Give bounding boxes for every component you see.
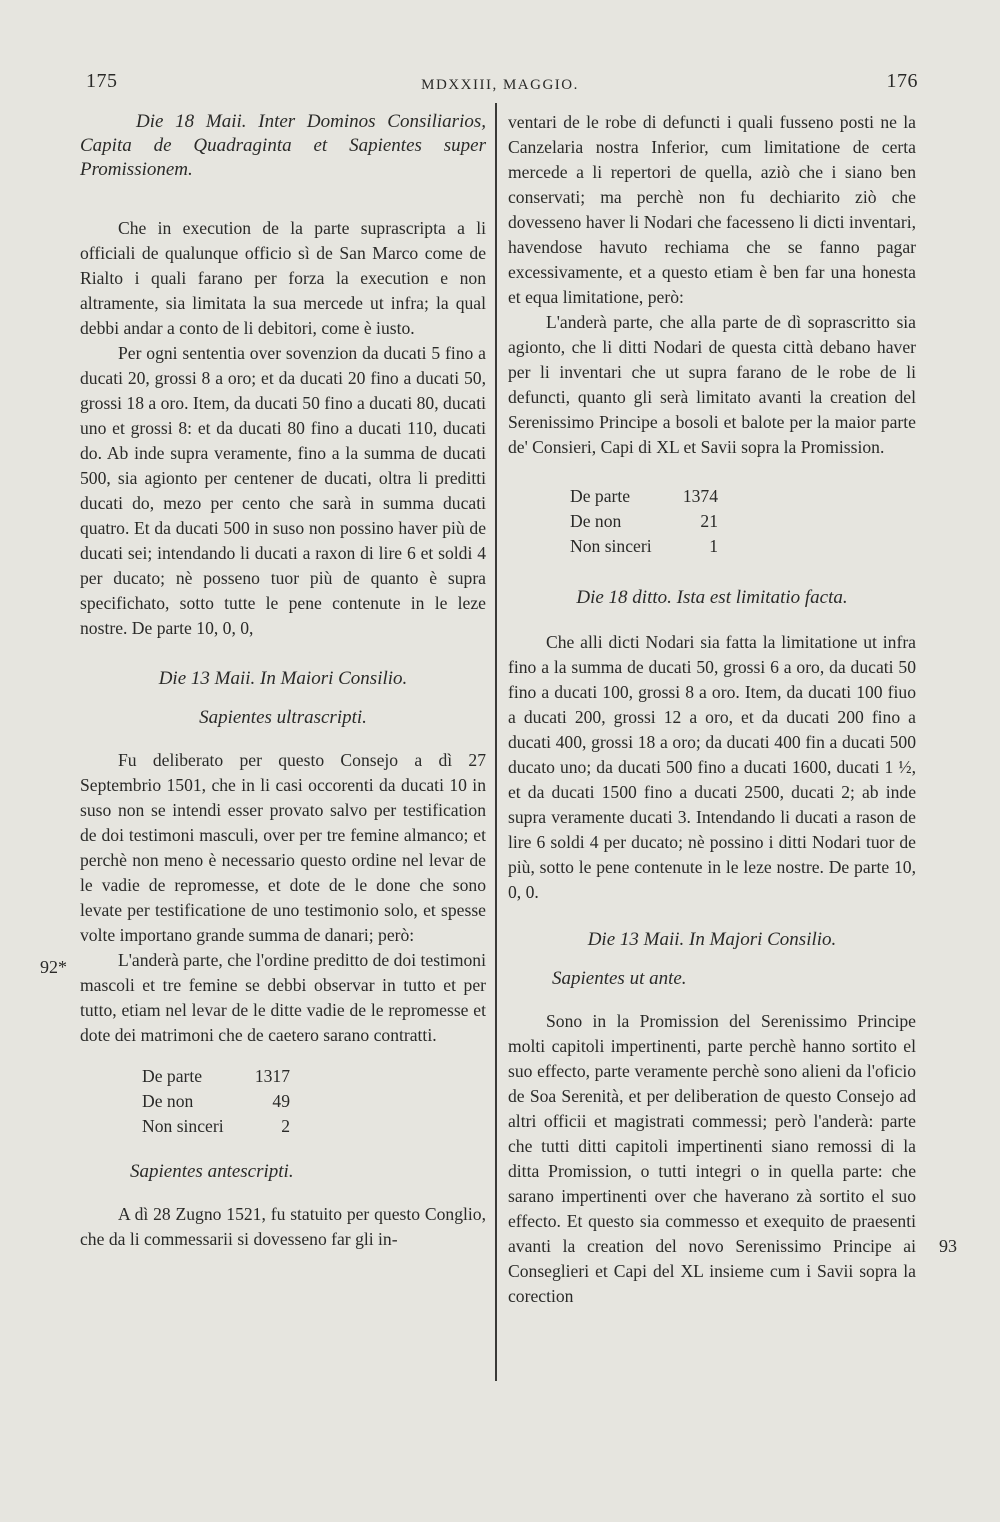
paragraph: L'anderà parte, che l'ordine preditto de doi testimoni mascoli et tre femine se debbi observar in tutto et per tutto, etiam nel levar de le ditte vadie de le repromesse et dote dei matrimoni che de caetero sarano contratti. xyxy=(80,950,486,1045)
vote-row xyxy=(570,534,916,559)
paragraph: L'anderà parte, che alla parte de dì soprascritto sia agionto, che li ditti Nodari de questa città debano haver per li inventari che ut supra farano de le robe de li defuncti, quanto gli serà limitato avanti la creation del Serenissimo Principe a bosoli et balote per la maior parte de' Consieri, Capi di XL et Savii sopra la Promission. xyxy=(508,312,916,457)
vote-label: De parte xyxy=(142,1066,203,1086)
vote-row xyxy=(142,1064,486,1089)
section-subheading: Sapientes ultrascripti. xyxy=(199,707,367,728)
paragraph: Fu deliberato per questo Consejo a dì 27 Septembrio 1501, che in li casi occorenti da ducati 10 in suso non se intendi esser provato salvo per testification de doi testimoni masculi, over per tre femine almanco; et perchè non meno è necessario questo ordine nel levar de le vadie de repromesse, et dote de le done che sono levate per testificatione de uno testimonio solo, et spesse volte importano grande summa de danari; però: xyxy=(80,750,486,945)
section-heading: Die 13 Maii. In Majori Consilio. xyxy=(587,929,837,950)
column-divider xyxy=(495,103,497,1381)
paragraph: Per ogni sententia over sovenzion da ducati 5 fino a ducati 20, grossi 8 a oro; et da ducati 20 fino a ducati 50, grossi 18 a oro. Item, da ducati 50 fino a ducati 80, ducati uno et grossi 8: et da ducati 80 fino a ducati 110, ducati do. Ab inde supra veramente, fino a la summa de ducati 500, sia agionto per centener de ducati, oltra li preditti ducati do, mezo per cento che sarà in summa ducati quatro. Et da ducati 500 in suso non possino haver più de ducati sei; intendando li ducati a raxon di lire 6 et soldi 4 per ducato; nè posseno tuor più de quanto è supra specifichato, sotto tutte le pene contenute in le leze nostre. De parte 10, 0, 0, xyxy=(80,343,487,638)
section-subheading: Sapientes antescripti. xyxy=(130,1161,294,1182)
vote-row xyxy=(570,509,916,534)
margin-number-left: 92* xyxy=(40,957,67,977)
vote-value: 21 xyxy=(700,511,718,531)
vote-tally xyxy=(570,484,916,559)
paragraph: Sono in la Promission del Serenissimo Principe molti capitoli impertinenti, parte perchè hanno sortito el suo effecto, parte veramente perchè sono alieni da l'oficio de Soa Serenità, et per deliberation de questo Consejo ad altri officii et magistrati commessi; però l'anderà: parte che tutti ditti capitoli impertinenti siano remossi di la ditta Promission, o tutti integri o in quella parte: che sarano impertinenti over che haverano zà sortito el suo effecto. Et questo sia commesso et exequito de praesenti avanti la creation del novo Serenissimo Principe ai Conseglieri et Capi del XL insieme cum i Savii sopra la corection xyxy=(508,1011,916,1306)
section-subheading: Sapientes ut ante. xyxy=(552,968,687,989)
vote-value: 49 xyxy=(272,1091,290,1111)
running-header: MDXXIII, MAGGIO. xyxy=(421,77,579,93)
margin-number-right: 93 xyxy=(939,1236,957,1256)
section-heading: Die 13 Maii. In Maiori Consilio. xyxy=(158,668,408,689)
vote-value: 1 xyxy=(709,536,718,556)
section-heading: Die 18 ditto. Ista est limitatio facta. xyxy=(576,587,848,608)
vote-row xyxy=(142,1114,486,1139)
section-heading: Die 18 Maii. Inter Dominos Consiliarios, Capita de Quadraginta et Sapientes super Promissionem. xyxy=(80,111,486,180)
vote-value: 1317 xyxy=(254,1066,290,1086)
paragraph: A dì 28 Zugno 1521, fu statuito per questo Conglio, che da li commessarii si dovesseno far gli in- xyxy=(80,1204,486,1249)
paragraph: Che in execution de la parte suprascripta a li officiali de qualunque officio sì de San Marco come de Rialto i quali farano per forza la execution e non altramente, sia limitata la sua mercede ut infra; la qual debbi andar a conto de li debitori, come è iusto. xyxy=(80,218,486,338)
vote-row xyxy=(570,484,916,509)
vote-label: De non xyxy=(570,511,622,531)
paragraph: Che alli dicti Nodari sia fatta la limitatione ut infra fino a la summa de ducati 50, grossi 6 a oro, da ducati 50 fino a ducati 100, grossi 8 a oro. Item, da ducati 100 fiuo a ducati 200, grossi 12 a oro, et da ducati 200 fino a ducati 400, grossi 18 a oro; da ducati 400 fin a ducati 500 ducato uno; da ducati 500 fino a ducati 1600, ducati 1 ½, et da ducati 1500 fino a ducati 2500, ducati 2; ab inde supra veramente ducati 3. Intendando li ducati a rason de lire 6 soldi 4 per ducato; nè possino i ditti Nodari tuor de più, sotto le pene contenute in le leze nostre. De parte 10, 0, 0. xyxy=(508,632,916,902)
vote-label: De parte xyxy=(570,486,631,506)
vote-label: De non xyxy=(142,1091,194,1111)
right-column xyxy=(508,110,916,1309)
page-number-right: 176 xyxy=(886,70,918,92)
left-column xyxy=(80,110,486,1252)
paragraph: ventari de le robe di defuncti i quali fusseno posti ne la Canzelaria nostra Inferior, cum limitatione de certa mercede a li repertori de quella, aziò che i siano ben conservati; ma perchè non fu dechiarito ziò che dovesseno haver li Nodari che facesseno li dicti inventari, havendose havuto rechiama che se fanno pagar excessivamente, et a questo etiam è ben far una honesta et equa limitatione, però: xyxy=(508,112,916,307)
page-number-left: 175 xyxy=(86,70,118,92)
vote-tally xyxy=(142,1064,486,1139)
vote-label: Non sinceri xyxy=(142,1116,224,1136)
vote-row xyxy=(142,1089,486,1114)
vote-value: 2 xyxy=(281,1116,290,1136)
vote-label: Non sinceri xyxy=(570,536,652,556)
vote-value: 1374 xyxy=(682,486,718,506)
